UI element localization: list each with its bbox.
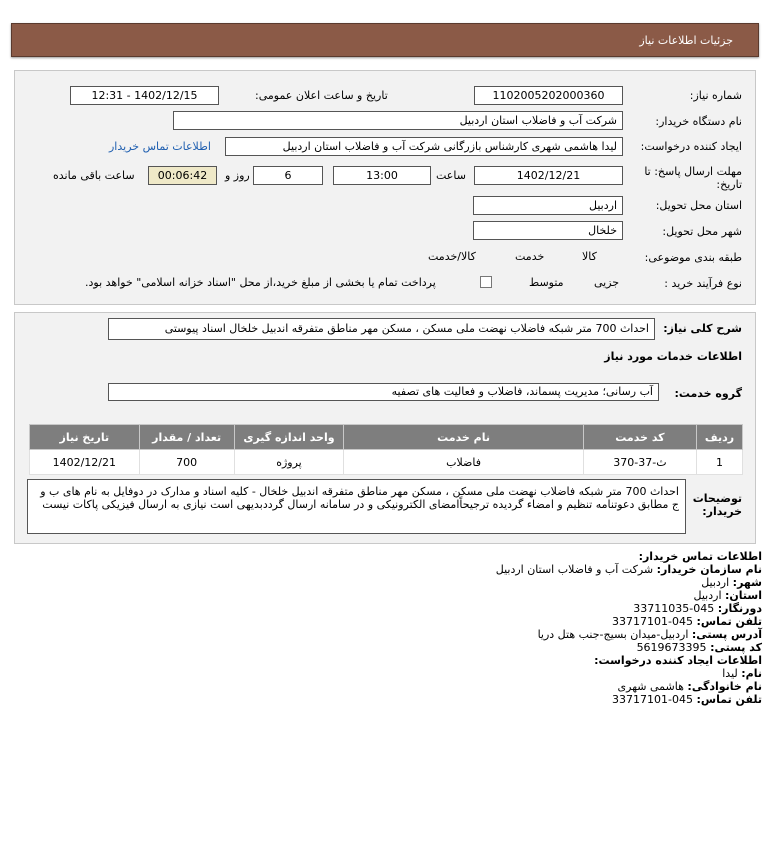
cell-name: فاضلاب	[344, 450, 584, 475]
col-header-code: کد خدمت	[583, 425, 696, 450]
col-header-unit: واحد اندازه گیری	[234, 425, 344, 450]
province-label: استان محل تحویل:	[655, 199, 742, 212]
page-title: جزئیات اطلاعات نیاز	[11, 23, 759, 57]
cell-unit: پروژه	[234, 450, 344, 475]
deadline-time-field: 13:00	[333, 166, 431, 185]
table-row	[30, 450, 743, 475]
notes-field: احداث 700 متر شبکه فاضلاب نهضت ملی مسکن ، مسکن مهر مناطق متفرقه اندبیل خلخال - کلیه اسناد و مدارک در دوفایل به نام های ب و ج مطابق دعوتنامه تنظیم و امضاء گردیده ترجیحاًامضای الکترونیکی و در سامانه ارسال گرددبدیهی است نیازی به ارسال فیزیکی پاکات نیست	[27, 479, 686, 534]
creator-phone: تلفن تماس: 045-33717101	[612, 693, 762, 706]
summary-label: شرح کلی نیاز:	[663, 322, 742, 335]
contact-province: استان: اردبیل	[693, 589, 762, 602]
cell-date: 1402/12/21	[30, 450, 140, 475]
treasury-checkbox[interactable]	[480, 276, 492, 288]
buyer-label: نام دستگاه خریدار:	[655, 115, 742, 128]
creator-family: نام خانوادگی: هاشمی شهری	[617, 680, 762, 693]
category-option-goods-service: کالا/خدمت	[428, 250, 476, 263]
remaining-label: ساعت باقی مانده	[53, 169, 135, 182]
need-number-label: شماره نیاز:	[689, 89, 742, 102]
contact-phone: تلفن تماس: 045-33717101	[612, 615, 762, 628]
process-option-minor: جزیی	[594, 276, 620, 289]
service-group-label: گروه خدمت:	[674, 387, 742, 400]
cell-qty: 700	[139, 450, 234, 475]
notes-label: توضیحات خریدار:	[692, 492, 742, 518]
col-header-qty: تعداد / مقدار	[139, 425, 234, 450]
category-label: طبقه بندی موضوعی:	[644, 251, 742, 264]
contact-title: اطلاعات تماس خریدار:	[638, 550, 762, 563]
announce-label: تاریخ و ساعت اعلان عمومی:	[255, 89, 388, 102]
contact-address: آدرس پستی: اردبیل-میدان بسیج-جنب هتل دریا	[537, 628, 762, 641]
creator-label: ایجاد کننده درخواست:	[640, 140, 742, 153]
contact-postal: کد پستی: 5619673395	[636, 641, 762, 654]
announce-field: 1402/12/15 - 12:31	[70, 86, 219, 105]
category-option-service: خدمت	[515, 250, 545, 263]
contact-city: شهر: اردبیل	[701, 576, 762, 589]
days-field: 6	[253, 166, 323, 185]
services-table	[29, 424, 743, 475]
province-field: اردبیل	[473, 196, 623, 215]
cell-row: 1	[697, 450, 743, 475]
col-header-row: ردیف	[697, 425, 743, 450]
buyer-contact-link[interactable]: اطلاعات تماس خریدار	[109, 140, 211, 153]
city-label: شهر محل تحویل:	[662, 225, 742, 238]
summary-field: احداث 700 متر شبکه فاضلاب نهضت ملی مسکن ، مسکن مهر مناطق متفرقه اندبیل خلخال اسناد پیوستی	[108, 318, 655, 340]
col-header-date: تاریخ نیاز	[30, 425, 140, 450]
remaining-field: 00:06:42	[148, 166, 217, 185]
category-option-goods: کالا	[582, 250, 597, 263]
services-title: اطلاعات خدمات مورد نیاز	[604, 350, 742, 363]
need-number-field: 1102005202000360	[474, 86, 623, 105]
city-field: خلخال	[473, 221, 623, 240]
deadline-label: مهلت ارسال پاسخ: تا تاریخ:	[644, 165, 742, 191]
service-group-field: آب رسانی؛ مدیریت پسماند، فاضلاب و فعالیت های تصفیه	[108, 383, 659, 401]
process-option-medium: متوسط	[529, 276, 564, 289]
time-label: ساعت	[436, 169, 466, 182]
creator-title: اطلاعات ایجاد کننده درخواست:	[594, 654, 762, 667]
creator-name: نام: لیدا	[722, 667, 762, 680]
treasury-note: پرداخت تمام یا بخشی از مبلغ خرید،از محل "اسناد خزانه اسلامی" خواهد بود.	[85, 276, 436, 289]
contact-fax: دورنگار: 045-33711035	[633, 602, 762, 615]
contact-org: نام سازمان خریدار: شرکت آب و فاضلاب استان اردبیل	[495, 563, 762, 576]
deadline-date-field: 1402/12/21	[474, 166, 623, 185]
process-label: نوع فرآیند خرید :	[664, 277, 742, 290]
cell-code: ث-37-370	[583, 450, 696, 475]
col-header-name: نام خدمت	[344, 425, 584, 450]
contact-section	[162, 550, 762, 706]
buyer-field: شرکت آب و فاضلاب استان اردبیل	[173, 111, 623, 130]
days-label: روز و	[225, 169, 250, 182]
creator-field: لیدا هاشمی شهری کارشناس بازرگانی شرکت آب و فاضلاب استان اردبیل	[225, 137, 623, 156]
